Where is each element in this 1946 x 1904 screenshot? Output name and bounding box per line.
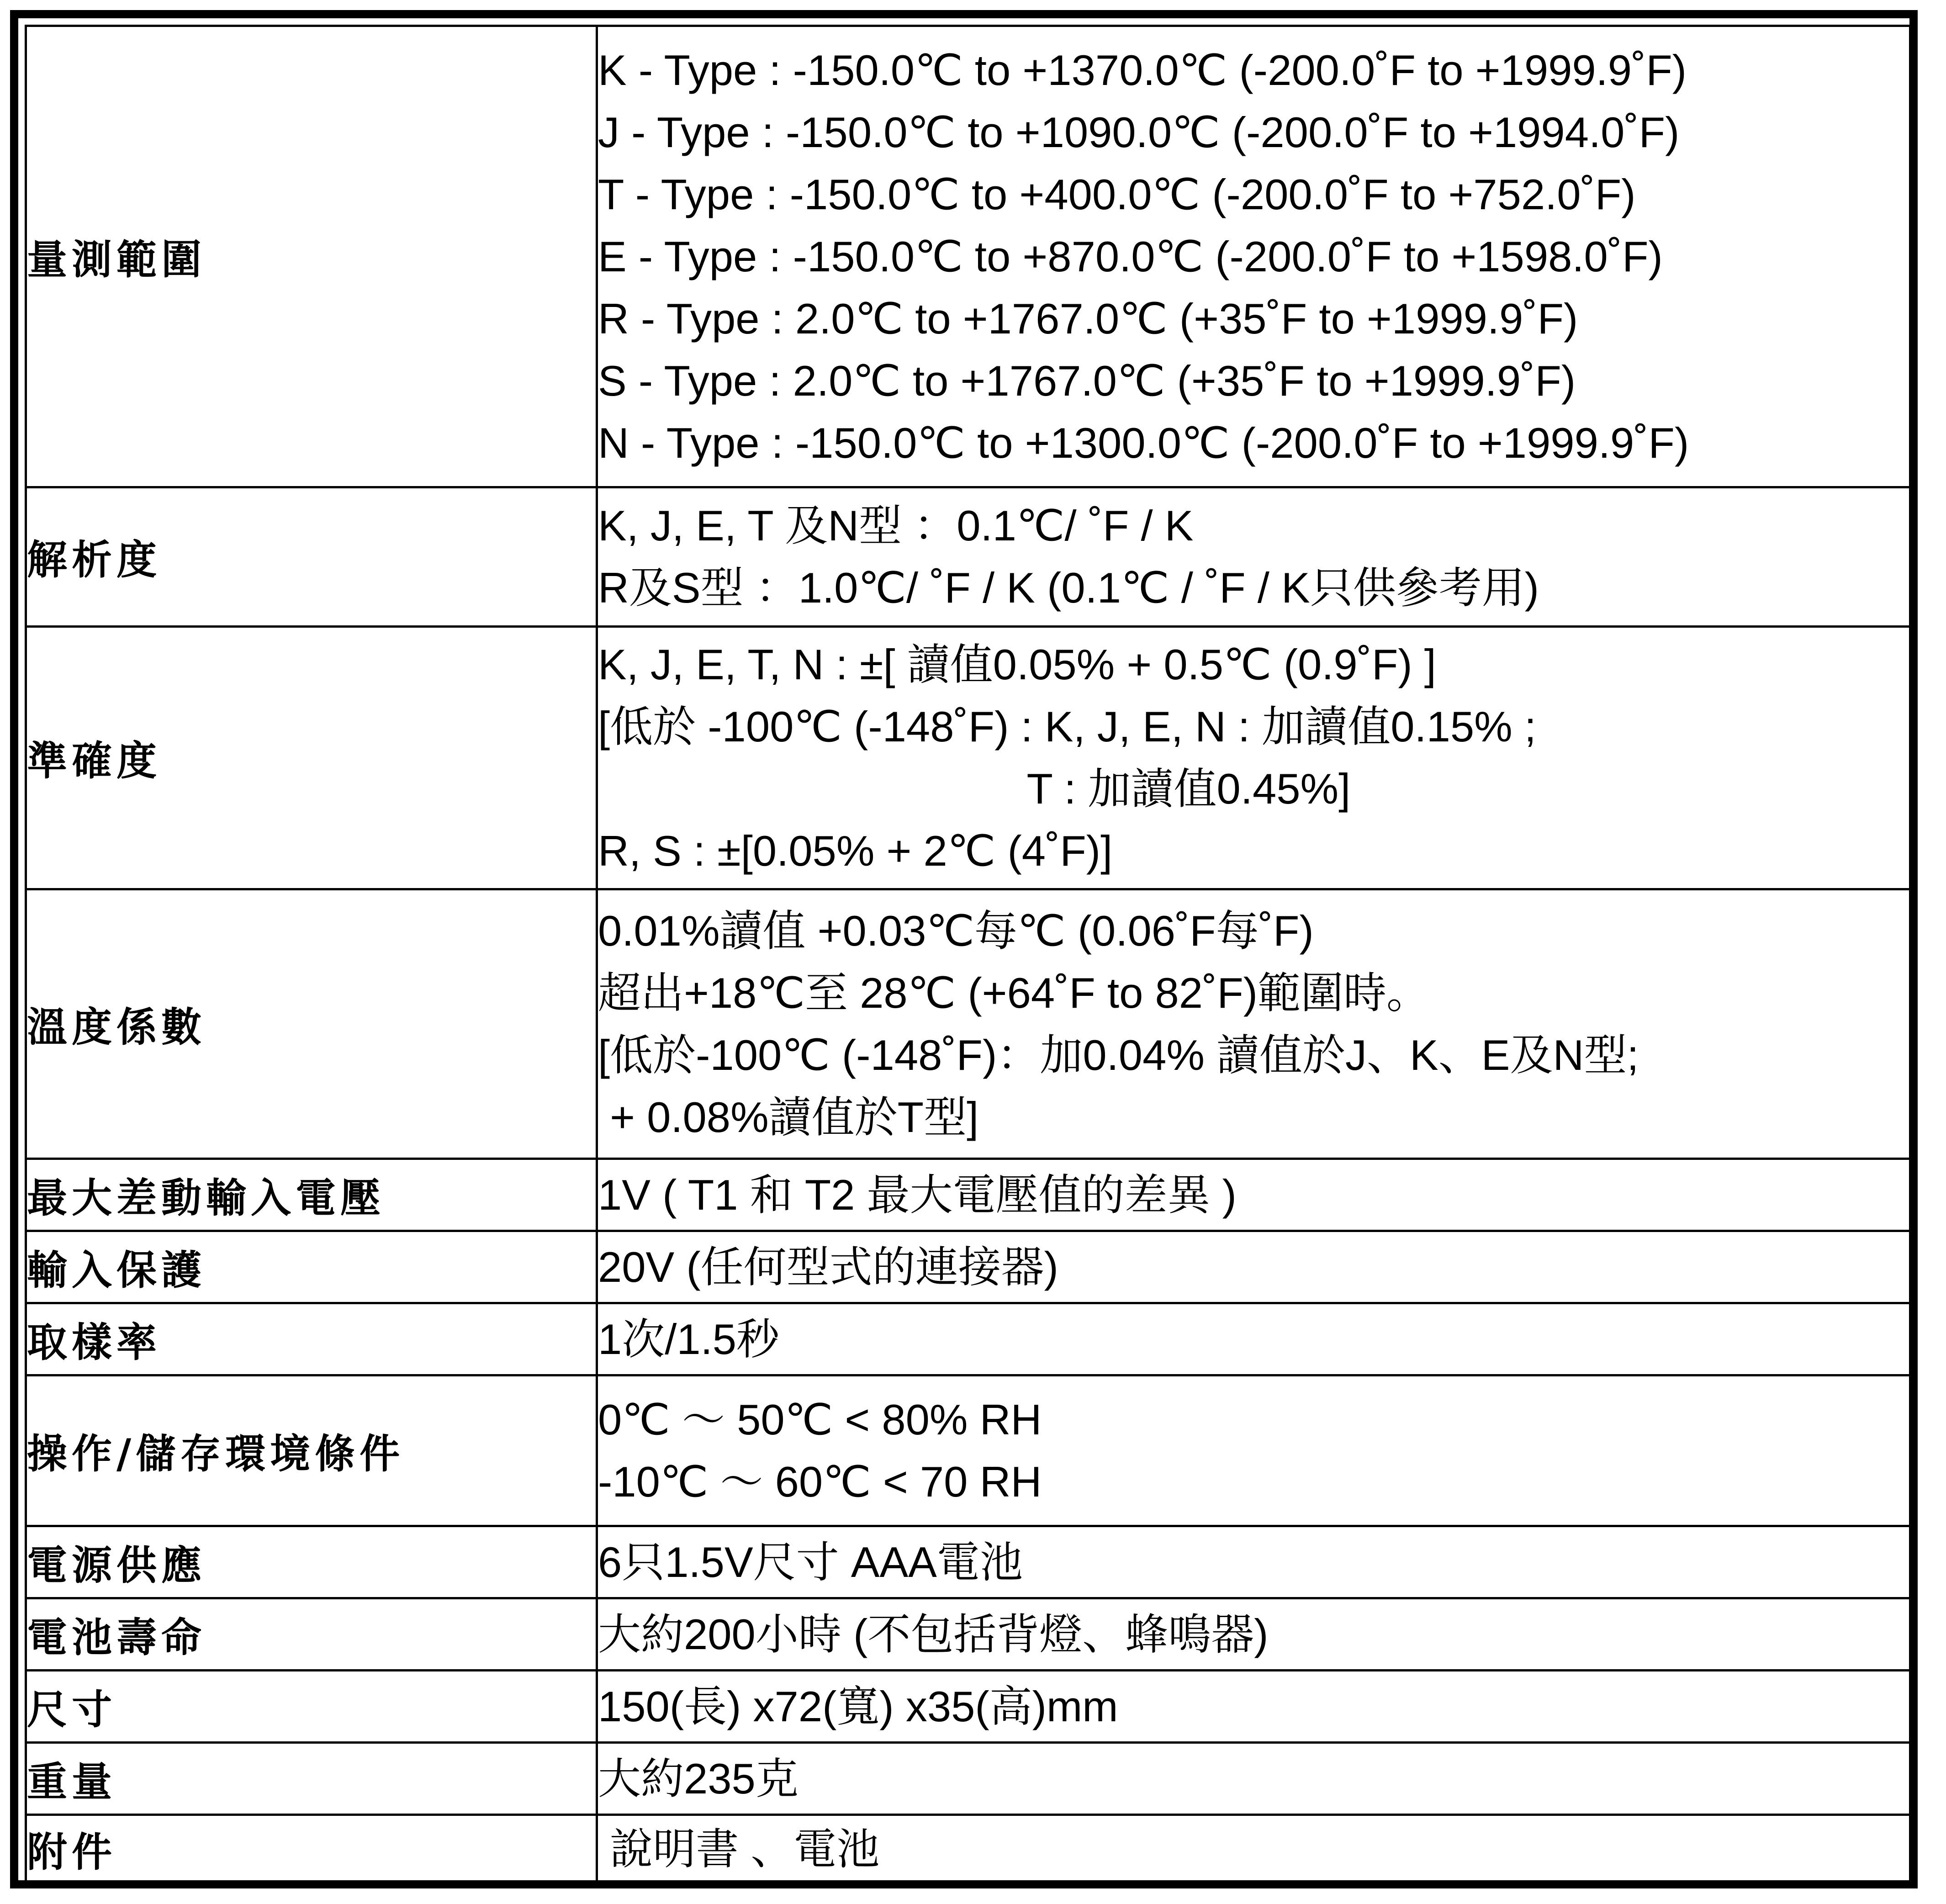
row-value xyxy=(597,1598,1910,1671)
table-row xyxy=(26,627,1910,889)
row-value xyxy=(597,1743,1910,1815)
row-value xyxy=(597,487,1910,627)
row-value xyxy=(597,1375,1910,1526)
value-line: 150(長) x72(寬) x35(高)mm xyxy=(598,1682,1118,1730)
row-value xyxy=(597,627,1910,889)
value-line: 6只1.5V尺寸 AAA電池 xyxy=(598,1538,1023,1586)
spec-table xyxy=(25,25,1911,1884)
row-value xyxy=(597,1303,1910,1375)
table-row xyxy=(26,1526,1910,1598)
table-row xyxy=(26,26,1910,487)
row-label: 取樣率 xyxy=(26,1303,597,1375)
value-line: K, J, E, T 及N型 ：0.1℃/ ˚F / K xyxy=(598,502,1194,550)
value-line: 大約235克 xyxy=(598,1754,798,1803)
value-line: R - Type : 2.0℃ to +1767.0℃ (+35˚F to +1999.9˚F) xyxy=(598,294,1578,343)
table-row xyxy=(26,487,1910,627)
value-line: R及S型 ：1.0℃/ ˚F / K (0.1℃ / ˚F / K只供參考用) xyxy=(598,564,1539,612)
row-label: 電池壽命 xyxy=(26,1598,597,1671)
value-line: S - Type : 2.0℃ to +1767.0℃ (+35˚F to +1999.9˚F) xyxy=(598,356,1576,405)
row-label: 附件 xyxy=(26,1815,597,1883)
value-line: 1次/1.5秒 xyxy=(598,1315,780,1363)
spec-table-frame xyxy=(10,10,1918,1888)
value-line: T : 加讀值0.45%] xyxy=(598,765,1351,813)
row-value xyxy=(597,1815,1910,1883)
value-line: K, J, E, T, N : ±[ 讀值0.05% + 0.5℃ (0.9˚F) ] xyxy=(598,640,1436,688)
value-line: + 0.08%讀值於T型] xyxy=(598,1093,979,1141)
table-row xyxy=(26,1375,1910,1526)
value-line: [低於 -100℃ (-148˚F) : K, J, E, N : 加讀值0.15% ; xyxy=(598,703,1536,751)
row-label: 準確度 xyxy=(26,627,597,889)
row-label: 解析度 xyxy=(26,487,597,627)
row-value xyxy=(597,1671,1910,1743)
row-value xyxy=(597,1526,1910,1598)
row-value xyxy=(597,26,1910,487)
table-row xyxy=(26,1159,1910,1231)
value-line: E - Type : -150.0℃ to +870.0℃ (-200.0˚F to +1598.0˚F) xyxy=(598,232,1663,280)
table-row xyxy=(26,1303,1910,1375)
row-label: 量測範圍 xyxy=(26,26,597,487)
value-line: K - Type : -150.0℃ to +1370.0℃ (-200.0˚F to +1999.9˚F) xyxy=(598,46,1687,94)
value-line: N - Type : -150.0℃ to +1300.0℃ (-200.0˚F to +1999.9˚F) xyxy=(598,418,1689,467)
value-line: R, S : ±[0.05% + 2℃ (4˚F)] xyxy=(598,827,1113,875)
table-row xyxy=(26,1598,1910,1671)
value-line: 超出+18℃至 28℃ (+64˚F to 82˚F)範圍時。 xyxy=(598,968,1430,1017)
row-value xyxy=(597,889,1910,1159)
row-label: 溫度係數 xyxy=(26,889,597,1159)
row-label: 最大差動輸入電壓 xyxy=(26,1159,597,1231)
table-row xyxy=(26,1743,1910,1815)
row-label: 電源供應 xyxy=(26,1526,597,1598)
table-row xyxy=(26,1815,1910,1883)
table-row xyxy=(26,1671,1910,1743)
value-line: T - Type : -150.0℃ to +400.0℃ (-200.0˚F to +752.0˚F) xyxy=(598,170,1636,218)
row-label: 操作/儲存環境條件 xyxy=(26,1375,597,1526)
value-line: 說明書 、電池 xyxy=(598,1825,880,1873)
table-row xyxy=(26,1231,1910,1303)
value-line: 20V (任何型式的連接器) xyxy=(598,1243,1058,1291)
row-label: 尺寸 xyxy=(26,1671,597,1743)
value-line: [低於-100℃ (-148˚F)：加0.04% 讀值於J、K、E及N型; xyxy=(598,1031,1639,1079)
value-line: J - Type : -150.0℃ to +1090.0℃ (-200.0˚F to +1994.0˚F) xyxy=(598,108,1680,156)
row-label: 重量 xyxy=(26,1743,597,1815)
value-line: 大約200小時 (不包括背燈、蜂鳴器) xyxy=(598,1610,1269,1658)
row-value xyxy=(597,1159,1910,1231)
value-line: -10℃ ～ 60℃ < 70 RH xyxy=(598,1457,1042,1506)
row-label: 輸入保護 xyxy=(26,1231,597,1303)
value-line: 0℃ ～ 50℃ < 80% RH xyxy=(598,1395,1042,1444)
table-row xyxy=(26,889,1910,1159)
value-line: 1V ( T1 和 T2 最大電壓值的差異 ) xyxy=(598,1170,1237,1219)
row-value xyxy=(597,1231,1910,1303)
value-line: 0.01%讀值 +0.03℃每℃ (0.06˚F每˚F) xyxy=(598,906,1314,955)
